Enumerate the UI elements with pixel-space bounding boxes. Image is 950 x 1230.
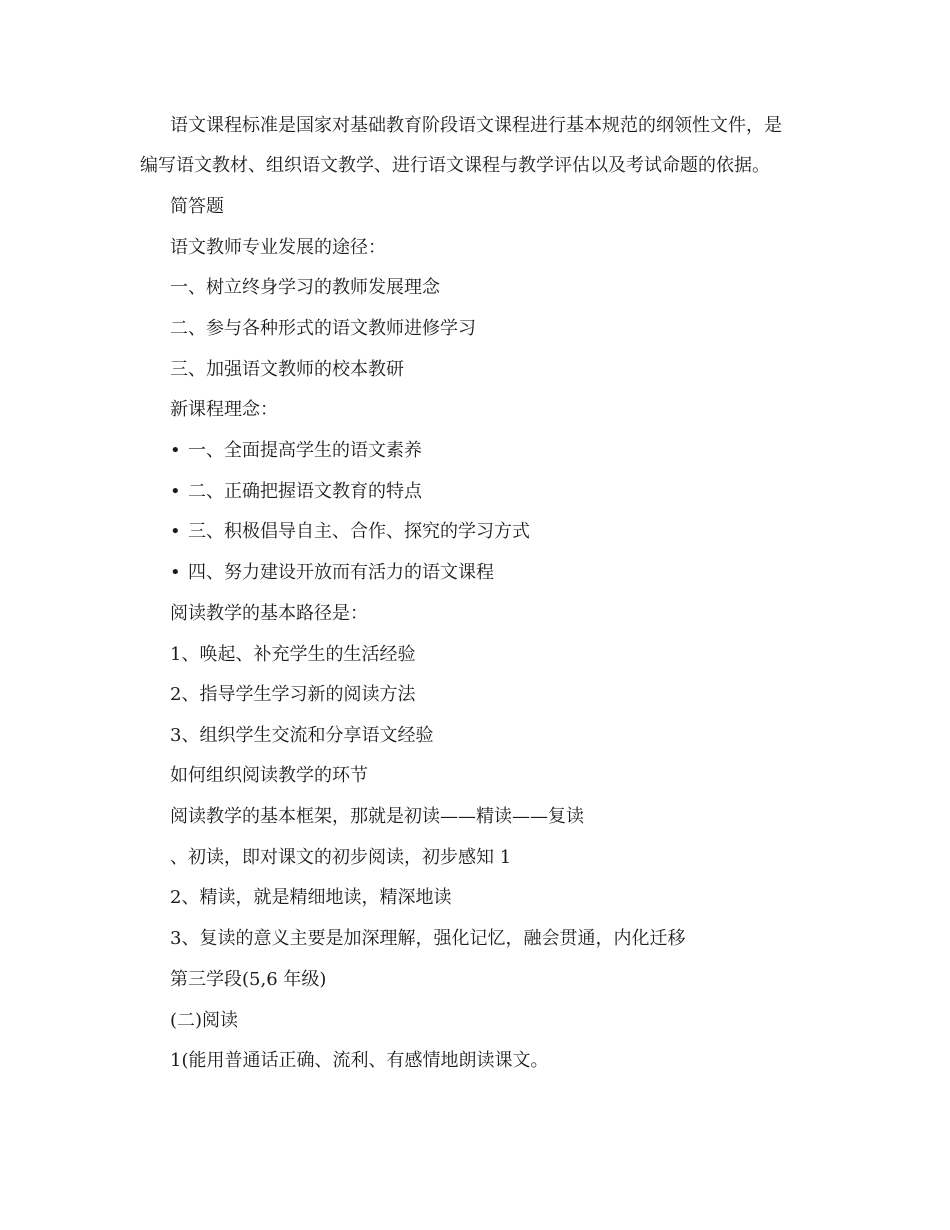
concept-item-3 xyxy=(170,520,530,544)
development-item-1: 一、树立终身学习的教师发展理念 xyxy=(170,277,440,298)
concept-item-4 xyxy=(170,561,494,585)
concept-item-text: 四、努力建设开放而有活力的语文课程 xyxy=(188,562,494,583)
concept-item-text: 三、积极倡导自主、合作、探究的学习方式 xyxy=(188,521,530,542)
reading-path-item-3: 3、组织学生交流和分享语文经验 xyxy=(170,725,434,746)
bullet-icon: • xyxy=(170,440,181,461)
reading-path-item-1: 1、唤起、补充学生的生活经验 xyxy=(170,644,416,665)
reading-requirement-1: 1(能用普通话正确、流利、有感情地朗读课文。 xyxy=(170,1050,549,1071)
intro-paragraph-line-1: 语文课程标准是国家对基础教育阶段语文课程进行基本规范的纲领性文件，是 xyxy=(170,115,782,136)
bullet-icon: • xyxy=(170,481,181,502)
bullet-icon: • xyxy=(170,562,181,583)
new-curriculum-heading: 新课程理念： xyxy=(170,399,278,420)
organize-reading-heading: 如何组织阅读教学的环节 xyxy=(170,765,368,786)
concept-item-2 xyxy=(170,480,422,504)
framework-item-1: 、初读，即对课文的初步阅读，初步感知 1 xyxy=(170,847,512,868)
concept-item-text: 二、正确把握语文教育的特点 xyxy=(188,481,422,502)
concept-item-text: 一、全面提高学生的语文素养 xyxy=(188,440,422,461)
intro-paragraph-line-2: 编写语文教材、组织语文教学、进行语文课程与教学评估以及考试命题的依据。 xyxy=(140,155,770,176)
framework-item-3: 3、复读的意义主要是加深理解，强化记忆，融会贯通，内化迁移 xyxy=(170,928,686,949)
reading-path-heading: 阅读教学的基本路径是： xyxy=(170,603,368,624)
teacher-development-heading: 语文教师专业发展的途径： xyxy=(170,237,386,258)
framework-item-2: 2、精读，就是精细地读，精深地读 xyxy=(170,887,452,908)
bullet-icon: • xyxy=(170,521,181,542)
reading-path-item-2: 2、指导学生学习新的阅读方法 xyxy=(170,684,416,705)
reading-framework-line: 阅读教学的基本框架，那就是初读——精读——复读 xyxy=(170,806,584,827)
reading-subheading: (二)阅读 xyxy=(170,1010,239,1031)
short-answer-heading: 简答题 xyxy=(170,196,224,217)
development-item-3: 三、加强语文教师的校本教研 xyxy=(170,359,404,380)
concept-item-1 xyxy=(170,439,422,463)
development-item-2: 二、参与各种形式的语文教师进修学习 xyxy=(170,318,476,339)
stage-heading: 第三学段(5,6 年级) xyxy=(170,969,327,990)
